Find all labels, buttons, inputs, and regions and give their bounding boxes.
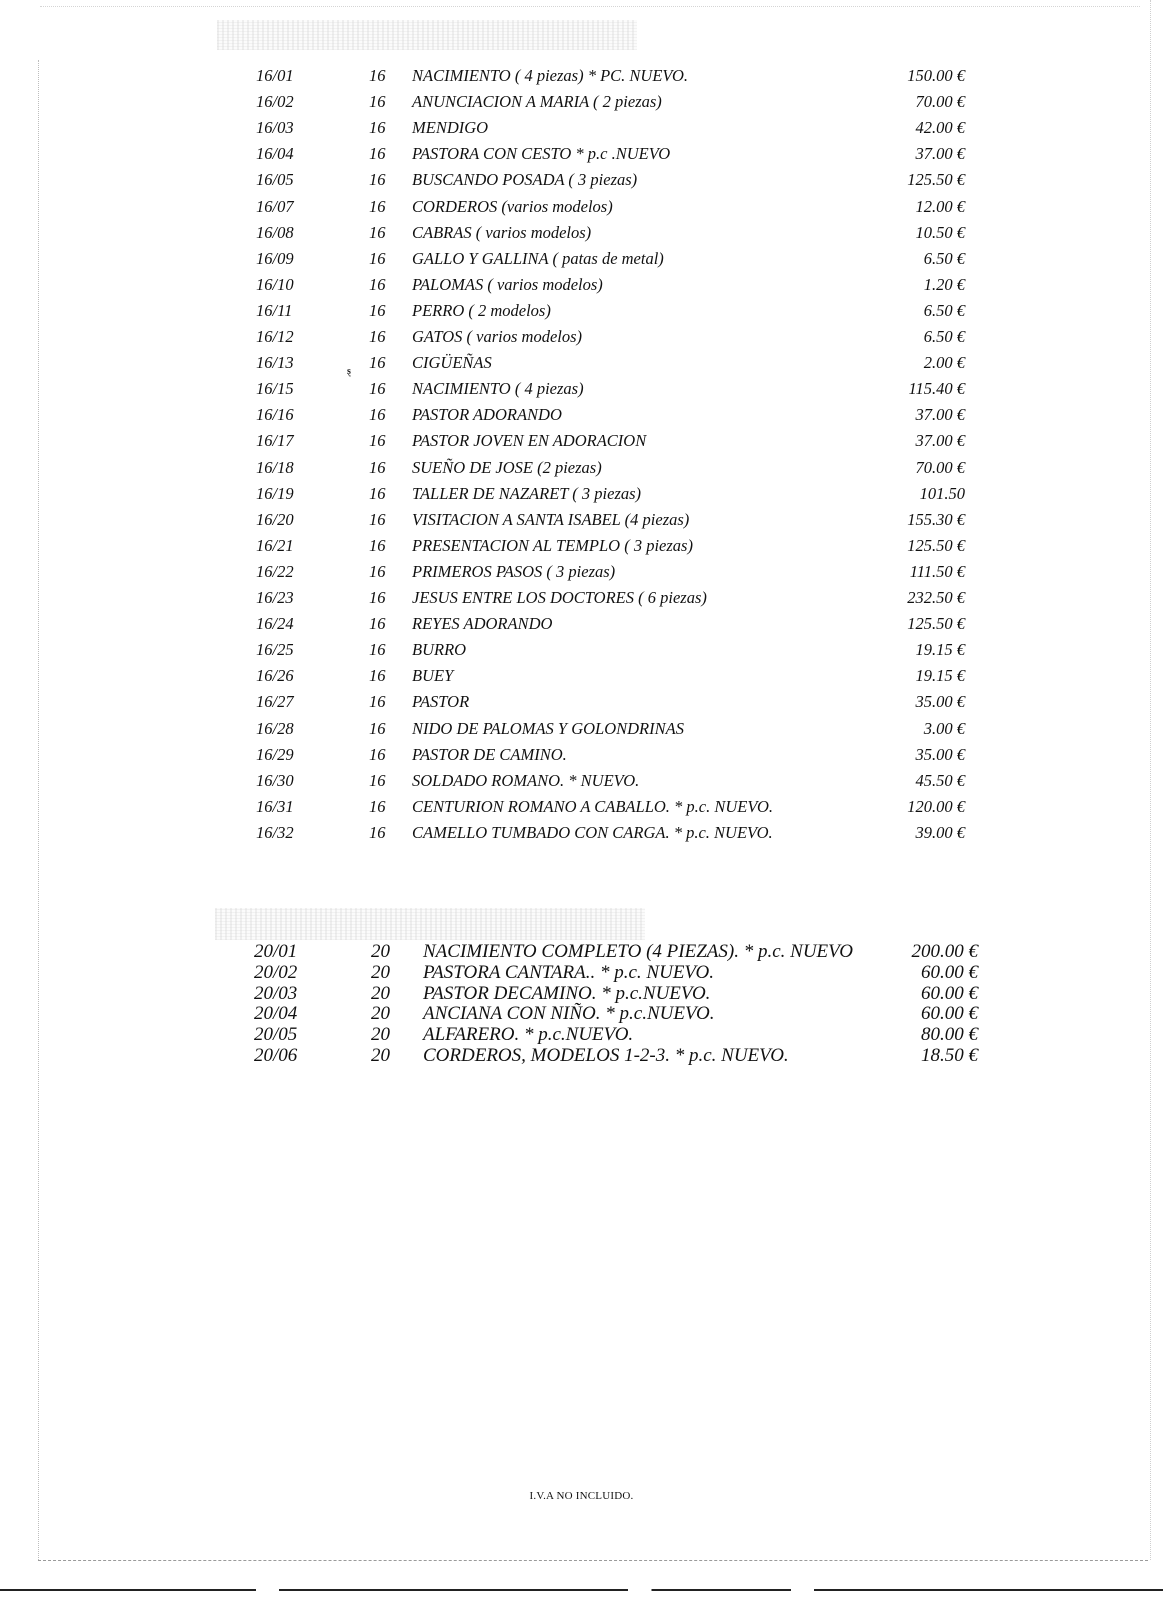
item-code: 16/32 [256, 822, 294, 842]
item-description: PASTORA CON CESTO * p.c .NUEVO [412, 144, 671, 164]
item-price: 1.20 € [923, 274, 965, 294]
item-code: 16/29 [256, 744, 294, 764]
item-code: 16/07 [256, 196, 294, 216]
section-number: 16 [369, 196, 386, 216]
item-description: PERRO ( 2 modelos) [412, 300, 551, 320]
item-code: 16/13 [256, 353, 294, 373]
item-code: 16/10 [256, 274, 294, 294]
item-code: 16/20 [256, 509, 294, 529]
item-price: 2.00 € [923, 353, 965, 373]
section-number: 16 [369, 431, 386, 451]
item-code: 20/02 [254, 961, 298, 983]
item-description: SOLDADO ROMANO. * NUEVO. [412, 770, 640, 790]
item-price: 12.00 € [915, 196, 965, 216]
item-description: PRIMEROS PASOS ( 3 piezas) [412, 561, 616, 581]
section-number: 20 [371, 982, 390, 1004]
section-number: 16 [369, 405, 386, 425]
item-price: 80.00 € [921, 1024, 978, 1046]
item-price: 60.00 € [921, 1003, 978, 1025]
item-code: 20/05 [254, 1024, 298, 1046]
washed-out-section-header [215, 908, 645, 940]
item-code: 16/03 [256, 118, 294, 138]
item-price: 101.50 [919, 483, 965, 503]
item-code: 16/21 [256, 535, 294, 555]
item-price: 111.50 € [909, 561, 965, 581]
section-number: 16 [369, 327, 386, 346]
item-code: 20/03 [254, 982, 298, 1004]
item-code: 16/16 [256, 405, 294, 425]
item-price: 70.00 € [915, 457, 965, 477]
section-number: 16 [369, 588, 386, 607]
section-number: 16 [369, 692, 386, 712]
item-description: PASTOR JOVEN EN ADORACION [412, 431, 647, 451]
item-description: BUEY [412, 666, 454, 686]
item-description: PASTOR DE CAMINO. [412, 744, 567, 764]
item-price: 3.00 € [923, 718, 965, 738]
item-price: 155.30 € [907, 509, 965, 529]
item-code: 16/25 [256, 640, 294, 660]
item-code: 16/09 [256, 248, 294, 268]
section-number: 16 [369, 248, 386, 268]
washed-out-section-header [217, 20, 637, 50]
section-number: 16 [369, 561, 386, 581]
item-price: 70.00 € [915, 92, 965, 112]
item-price: 232.50 € [907, 588, 965, 607]
item-price: 60.00 € [921, 982, 978, 1004]
scan-artifact-right [1150, 0, 1151, 1560]
item-description: ANCIANA CON NIÑO. * p.c.NUEVO. [423, 1003, 715, 1025]
section-number: 16 [369, 483, 386, 503]
section-number: 16 [369, 457, 386, 477]
item-price: 125.50 € [907, 170, 965, 190]
item-description: CABRAS ( varios modelos) [412, 222, 592, 242]
stray-mark: ȿ [347, 366, 351, 377]
section-number: 20 [371, 941, 390, 962]
item-description: BURRO [412, 640, 467, 660]
scan-artifact-left [38, 60, 39, 1560]
item-code: 16/08 [256, 222, 294, 242]
section-number: 16 [369, 744, 386, 764]
section-number: 20 [371, 1003, 390, 1025]
item-price: 39.00 € [915, 822, 965, 842]
item-description: CORDEROS, MODELOS 1-2-3. * p.c. NUEVO. [423, 1045, 789, 1066]
item-description: JESUS ENTRE LOS DOCTORES ( 6 piezas) [412, 588, 707, 607]
item-description: CENTURION ROMANO A CABALLO. * p.c. NUEVO. [412, 796, 773, 816]
item-description: CAMELLO TUMBADO CON CARGA. * p.c. NUEVO. [412, 822, 773, 842]
item-description: PASTORA CANTARA.. * p.c. NUEVO. [423, 961, 714, 983]
item-description: ANUNCIACION A MARIA ( 2 piezas) [412, 92, 662, 112]
item-description: PASTOR ADORANDO [412, 405, 562, 425]
section-number: 20 [371, 1045, 390, 1066]
item-description: PRESENTACION AL TEMPLO ( 3 piezas) [412, 535, 693, 555]
vat-note: I.V.A NO INCLUIDO. [529, 1490, 634, 1502]
item-description: PASTOR [412, 692, 470, 712]
item-code: 16/12 [256, 327, 294, 346]
item-description: REYES ADORANDO [412, 614, 553, 634]
section-number: 16 [369, 379, 386, 399]
item-code: 20/01 [254, 941, 298, 962]
section-number: 20 [371, 961, 390, 983]
item-price: 35.00 € [915, 744, 965, 764]
section-number: 16 [369, 509, 386, 529]
item-code: 16/22 [256, 561, 294, 581]
item-price: 125.50 € [907, 535, 965, 555]
item-code: 16/30 [256, 770, 294, 790]
item-description: GATOS ( varios modelos) [412, 327, 583, 346]
item-price: 10.50 € [915, 222, 965, 242]
item-description: PASTOR DECAMINO. * p.c.NUEVO. [423, 982, 711, 1004]
item-code: 20/06 [254, 1045, 298, 1066]
item-price: 125.50 € [907, 614, 965, 634]
item-price: 6.50 € [923, 327, 965, 346]
item-code: 16/11 [256, 300, 293, 320]
section-number: 16 [369, 666, 386, 686]
item-code: 20/04 [254, 1003, 298, 1025]
item-price: 6.50 € [923, 300, 965, 320]
item-description: NACIMIENTO COMPLETO (4 PIEZAS). * p.c. NUEVO [423, 941, 853, 962]
section-number: 16 [369, 274, 386, 294]
item-price: 19.15 € [915, 640, 965, 660]
item-description: NACIMIENTO ( 4 piezas) [412, 379, 584, 399]
item-code: 16/31 [256, 796, 294, 816]
section-number: 16 [369, 118, 386, 138]
item-code: 16/28 [256, 718, 294, 738]
item-code: 16/17 [256, 431, 294, 451]
section-number: 16 [369, 66, 386, 85]
scan-rule-bottom [0, 1589, 1163, 1591]
item-code: 16/24 [256, 614, 294, 634]
item-code: 16/18 [256, 457, 294, 477]
section-number: 16 [369, 353, 386, 373]
item-code: 16/04 [256, 144, 294, 164]
item-price: 18.50 € [921, 1045, 978, 1066]
item-code: 16/27 [256, 692, 294, 712]
item-price: 45.50 € [915, 770, 965, 790]
item-code: 16/01 [256, 66, 294, 85]
item-price: 19.15 € [915, 666, 965, 686]
section-number: 16 [369, 222, 386, 242]
section-number: 16 [369, 796, 386, 816]
item-code: 16/23 [256, 588, 294, 607]
item-price: 37.00 € [915, 144, 965, 164]
item-description: VISITACION A SANTA ISABEL (4 piezas) [412, 509, 690, 529]
section-number: 16 [369, 535, 386, 555]
item-description: PALOMAS ( varios modelos) [412, 274, 603, 294]
item-price: 120.00 € [907, 796, 965, 816]
item-description: BUSCANDO POSADA ( 3 piezas) [412, 170, 638, 190]
scan-artifact-top [40, 6, 1140, 7]
section-number: 16 [369, 614, 386, 634]
item-code: 16/15 [256, 379, 294, 399]
item-description: ALFARERO. * p.c.NUEVO. [423, 1024, 634, 1046]
item-price: 6.50 € [923, 248, 965, 268]
item-description: TALLER DE NAZARET ( 3 piezas) [412, 483, 642, 503]
section-number: 16 [369, 170, 386, 190]
item-description: GALLO Y GALLINA ( patas de metal) [412, 248, 664, 268]
item-code: 16/05 [256, 170, 294, 190]
item-description: SUEÑO DE JOSE (2 piezas) [412, 457, 602, 477]
item-price: 37.00 € [915, 431, 965, 451]
item-price: 60.00 € [921, 961, 978, 983]
item-price: 115.40 € [908, 379, 965, 399]
section-number: 16 [369, 92, 386, 112]
section-number: 16 [369, 718, 386, 738]
section-number: 16 [369, 770, 386, 790]
section-number: 16 [369, 822, 386, 842]
item-description: NIDO DE PALOMAS Y GOLONDRINAS [412, 718, 684, 738]
item-price: 35.00 € [915, 692, 965, 712]
item-price: 37.00 € [915, 405, 965, 425]
item-description: CIGÜEÑAS [412, 353, 492, 373]
section-number: 16 [369, 300, 386, 320]
item-price: 150.00 € [907, 66, 965, 85]
item-description: NACIMIENTO ( 4 piezas) * PC. NUEVO. [412, 66, 689, 85]
section-number: 16 [369, 640, 386, 660]
item-description: CORDEROS (varios modelos) [412, 196, 613, 216]
item-description: MENDIGO [412, 118, 489, 138]
scan-artifact-bottom [38, 1560, 1148, 1561]
item-price: 200.00 € [911, 941, 978, 962]
section-number: 20 [371, 1024, 390, 1046]
item-code: 16/02 [256, 92, 294, 112]
item-code: 16/26 [256, 666, 294, 686]
item-code: 16/19 [256, 483, 294, 503]
section-number: 16 [369, 144, 386, 164]
item-price: 42.00 € [915, 118, 965, 138]
